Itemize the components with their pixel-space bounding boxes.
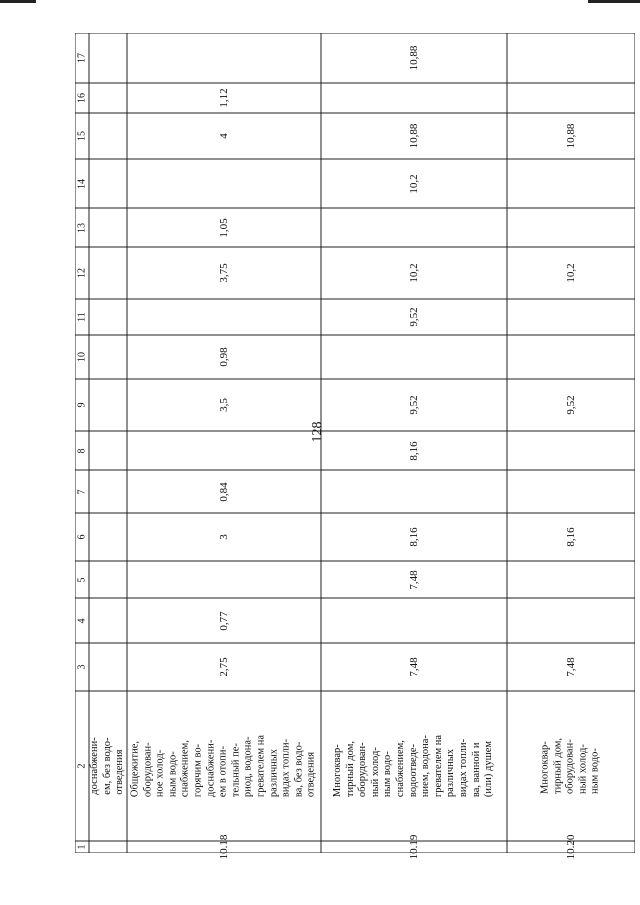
value-col-15: 10,88: [408, 123, 420, 149]
value-col-7: 0,84: [218, 481, 230, 502]
value-col-6: 8,16: [408, 527, 420, 547]
column-header-2: 2: [76, 763, 88, 769]
column-header-11: 11: [76, 312, 88, 322]
description-line: Общежитие,: [129, 741, 141, 798]
description-line: горячим во-: [192, 743, 204, 798]
value-col-13: 1,05: [218, 217, 230, 238]
scan-mark-left: [0, 0, 36, 3]
row-description: [89, 737, 127, 794]
description-line: оборудован-: [142, 742, 154, 798]
description-line: оборудован-: [357, 742, 369, 798]
description-line: ное холод-: [154, 749, 166, 798]
row-id: 10.20: [565, 834, 577, 860]
row-id: 10.19: [408, 834, 420, 860]
description-line: снабжением,: [179, 740, 191, 798]
description-line: ный холод-: [577, 744, 589, 795]
value-col-15: 4: [218, 133, 230, 139]
description-line: тирный дом,: [552, 737, 564, 795]
description-line: ным водо-: [167, 751, 179, 798]
description-line: видах топли-: [458, 738, 470, 798]
description-line: различных: [445, 748, 457, 798]
page-number-text: 128: [310, 421, 325, 443]
column-header-17: 17: [76, 53, 88, 63]
description-line: доснабжени-: [89, 737, 101, 795]
column-header-1: 1: [76, 844, 88, 850]
description-line: отведения: [305, 751, 317, 798]
description-line: оборудован-: [564, 739, 576, 795]
value-col-16: 1,12: [218, 88, 230, 108]
description-line: нием, водона-: [420, 735, 432, 798]
description-line: отведения: [114, 749, 126, 795]
value-col-15: 10,88: [565, 123, 577, 149]
column-header-4: 4: [76, 618, 88, 623]
description-line: ем, без водо-: [101, 737, 113, 795]
description-line: гревателем на: [255, 734, 267, 798]
row-description: [130, 735, 319, 797]
description-line: ем в отопи-: [217, 746, 229, 798]
value-col-6: 8,16: [565, 527, 577, 547]
description-line: различных: [268, 748, 280, 798]
description-line: ва, ванной и: [470, 742, 482, 798]
column-header-6: 6: [76, 534, 88, 540]
description-line: Многоквар-: [332, 744, 344, 798]
value-col-9: 3,5: [218, 398, 230, 412]
column-header-5: 5: [76, 577, 88, 582]
row-description: [332, 735, 496, 797]
column-header-13: 13: [76, 222, 88, 233]
description-line: ва, без водо-: [293, 741, 305, 798]
value-col-6: 3: [218, 534, 230, 540]
value-col-3: 7,48: [408, 657, 420, 677]
description-line: видах топли-: [280, 738, 292, 798]
value-col-17: 10,88: [408, 45, 420, 71]
description-line: ным водо-: [382, 751, 394, 798]
scan-mark-right: [588, 0, 640, 3]
description-line: Многоквар-: [539, 741, 551, 795]
description-line: риод, водона-: [242, 736, 254, 798]
table-grid: [75, 33, 635, 853]
value-col-14: 10,2: [408, 173, 420, 194]
value-col-9: 9,52: [565, 395, 577, 415]
description-line: гревателем на: [432, 734, 444, 798]
description-line: (или) душем: [483, 740, 495, 798]
value-col-4: 0,77: [218, 610, 230, 631]
description-line: ным водо-: [589, 748, 601, 795]
row-description: [540, 738, 603, 794]
description-line: тирный дом,: [344, 741, 356, 798]
value-col-12: 3,75: [218, 263, 230, 283]
value-col-5: 7,48: [408, 569, 420, 590]
description-line: ный холод-: [369, 747, 381, 798]
row-id: 10.18: [218, 834, 230, 860]
column-header-9: 9: [76, 402, 88, 408]
norms-table: [75, 33, 635, 860]
description-line: доснабжени-: [205, 739, 217, 798]
value-col-8: 8,16: [408, 440, 420, 461]
value-col-9: 9,52: [408, 395, 420, 415]
value-col-3: 7,48: [565, 657, 577, 677]
column-header-7: 7: [76, 489, 88, 494]
column-header-10: 10: [76, 352, 88, 362]
description-line: тельный пе-: [230, 743, 242, 798]
value-col-12: 10,2: [408, 263, 420, 283]
column-header-16: 16: [76, 93, 88, 103]
value-col-10: 0,98: [218, 347, 230, 367]
column-header-12: 12: [76, 268, 88, 278]
column-header-14: 14: [76, 178, 88, 189]
description-line: снабжением,: [395, 740, 407, 798]
column-header-3: 3: [76, 664, 88, 670]
value-col-11: 9,52: [408, 307, 420, 327]
value-col-3: 2,75: [218, 657, 230, 677]
description-line: водоотведе-: [407, 744, 419, 798]
column-header-8: 8: [76, 448, 88, 453]
value-col-12: 10,2: [565, 263, 577, 283]
column-header-15: 15: [76, 131, 88, 141]
